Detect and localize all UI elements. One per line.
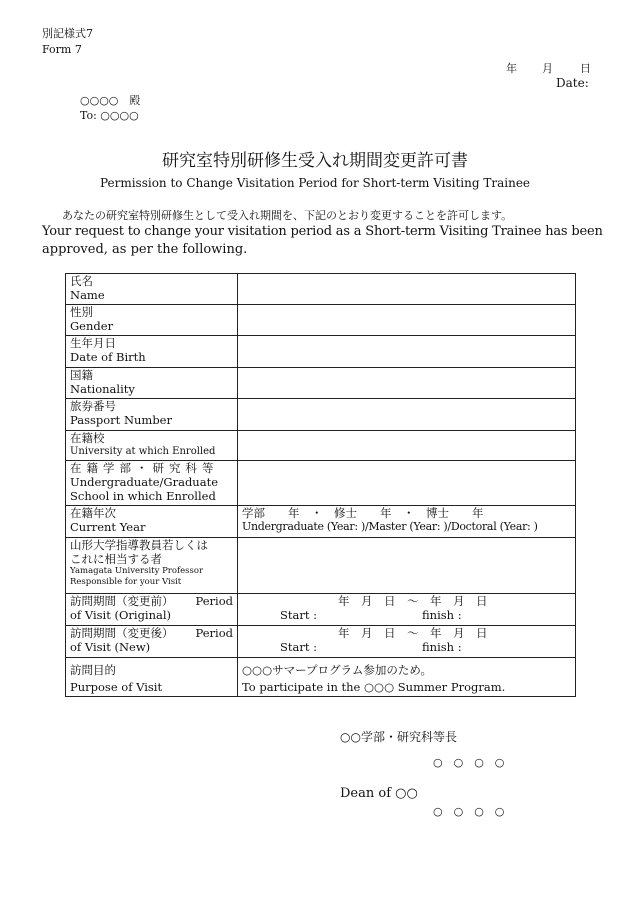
signature-name-en: ○ ○ ○ ○ <box>433 805 505 818</box>
signature-title-en: Dean of ○○ <box>340 786 418 801</box>
value-current-year[interactable] <box>238 506 576 538</box>
label-period-original-ja: 訪問期間（変更前） <box>70 594 174 608</box>
date-month-label: 月 <box>542 62 553 75</box>
intro-en-line2: approved, as per the following. <box>42 242 248 257</box>
row-passport <box>66 399 576 431</box>
label-university <box>66 431 238 461</box>
label-period-original-en: of Visit (Original) <box>70 608 172 622</box>
signature-name-ja: ○ ○ ○ ○ <box>433 756 505 769</box>
period-original-start-label: Start : <box>280 608 318 622</box>
period-original-date-line: 年 月 日 ～ 年 月 日 <box>338 594 488 608</box>
label-current-year <box>66 506 238 538</box>
trainee-info-table <box>65 273 576 697</box>
label-purpose-ja: 訪問目的 <box>70 663 116 677</box>
value-purpose[interactable] <box>238 658 576 697</box>
value-gender[interactable] <box>238 305 576 336</box>
label-name-en: Name <box>70 288 105 302</box>
label-period-new-en-word: Period <box>195 626 233 640</box>
row-purpose <box>66 658 576 697</box>
intro-en-line1: Your request to change your visitation period as a Short-term Visiting Trainee has been <box>42 224 603 239</box>
row-gender <box>66 305 576 336</box>
form-label-ja: 別記様式7 <box>42 27 93 40</box>
period-original-finish-label: finish : <box>422 608 462 622</box>
label-period-new-line1 <box>70 626 233 640</box>
value-name[interactable] <box>238 274 576 305</box>
row-school <box>66 461 576 506</box>
label-period-original <box>66 594 238 626</box>
label-current-year-en: Current Year <box>70 520 146 534</box>
label-dob-ja: 生年月日 <box>70 336 116 350</box>
label-professor-en-line2: Responsible for your Visit <box>70 577 182 587</box>
label-school-en-line1: Undergraduate/Graduate <box>70 475 218 489</box>
date-day-label: 日 <box>580 62 591 75</box>
purpose-value-en: To participate in the ○○○ Summer Program. <box>242 680 506 694</box>
current-year-options-en: Undergraduate (Year: )/Master (Year: )/Doctoral (Year: ) <box>242 520 538 533</box>
label-passport-ja: 旅券番号 <box>70 399 116 413</box>
label-period-new <box>66 626 238 658</box>
row-current-year <box>66 506 576 538</box>
label-school-ja: 在籍学部・研究科等 <box>70 461 219 475</box>
addressee-en: To: ○○○○ <box>80 109 139 122</box>
row-dob <box>66 336 576 368</box>
label-period-original-line1 <box>70 594 233 608</box>
label-gender-ja: 性別 <box>70 305 93 319</box>
purpose-value-ja: ○○○サマープログラム参加のため。 <box>242 663 432 677</box>
value-university[interactable] <box>238 431 576 461</box>
label-school <box>66 461 238 506</box>
label-gender <box>66 305 238 336</box>
form-label-en: Form 7 <box>42 43 82 56</box>
label-purpose <box>66 658 238 697</box>
intro-ja: あなたの研究室特別研修生として受入れ期間を、下記のとおり変更することを許可します。 <box>62 209 513 222</box>
label-name <box>66 274 238 305</box>
title-ja: 研究室特別研修生受入れ期間変更許可書 <box>162 151 468 171</box>
row-nationality <box>66 368 576 399</box>
label-professor-ja-line2: これに相当する者 <box>70 552 162 566</box>
current-year-options-ja: 学部 年 ・ 修士 年 ・ 博士 年 <box>242 506 484 520</box>
label-professor-en-line1: Yamagata University Professor <box>70 566 204 576</box>
date-label-en: Date: <box>556 76 589 90</box>
row-university <box>66 431 576 461</box>
period-new-finish-label: finish : <box>422 640 462 654</box>
value-period-new[interactable] <box>238 626 576 658</box>
value-passport[interactable] <box>238 399 576 431</box>
label-professor-ja-line1: 山形大学指導教員若しくは <box>70 538 208 552</box>
label-name-ja: 氏名 <box>70 274 93 288</box>
period-new-date-line: 年 月 日 ～ 年 月 日 <box>338 626 488 640</box>
value-period-original[interactable] <box>238 594 576 626</box>
label-school-en-line2: School in which Enrolled <box>70 489 216 503</box>
label-professor <box>66 538 238 594</box>
label-gender-en: Gender <box>70 319 114 333</box>
label-dob-en: Date of Birth <box>70 350 146 364</box>
addressee-ja: ○○○○ 殿 <box>80 94 141 107</box>
label-nationality <box>66 368 238 399</box>
signature-title-ja: ○○学部・研究科等長 <box>340 730 457 744</box>
label-nationality-ja: 国籍 <box>70 368 93 382</box>
label-current-year-ja: 在籍年次 <box>70 506 116 520</box>
label-purpose-en: Purpose of Visit <box>70 680 163 694</box>
row-period-new <box>66 626 576 658</box>
period-new-start-label: Start : <box>280 640 318 654</box>
label-university-ja: 在籍校 <box>70 431 105 445</box>
value-nationality[interactable] <box>238 368 576 399</box>
label-period-new-ja: 訪問期間（変更後） <box>70 626 174 640</box>
value-school[interactable] <box>238 461 576 506</box>
row-professor <box>66 538 576 594</box>
row-name <box>66 274 576 305</box>
value-professor[interactable] <box>238 538 576 594</box>
row-period-original <box>66 594 576 626</box>
title-en: Permission to Change Visitation Period for Short-term Visiting Trainee <box>99 176 531 190</box>
label-university-en: University at which Enrolled <box>70 446 216 457</box>
date-year-label: 年 <box>506 62 517 75</box>
value-dob[interactable] <box>238 336 576 368</box>
label-passport-en: Passport Number <box>70 413 172 427</box>
label-period-new-en: of Visit (New) <box>70 640 151 654</box>
label-period-original-en-word: Period <box>195 594 233 608</box>
label-dob <box>66 336 238 368</box>
label-passport <box>66 399 238 431</box>
label-nationality-en: Nationality <box>70 382 135 396</box>
